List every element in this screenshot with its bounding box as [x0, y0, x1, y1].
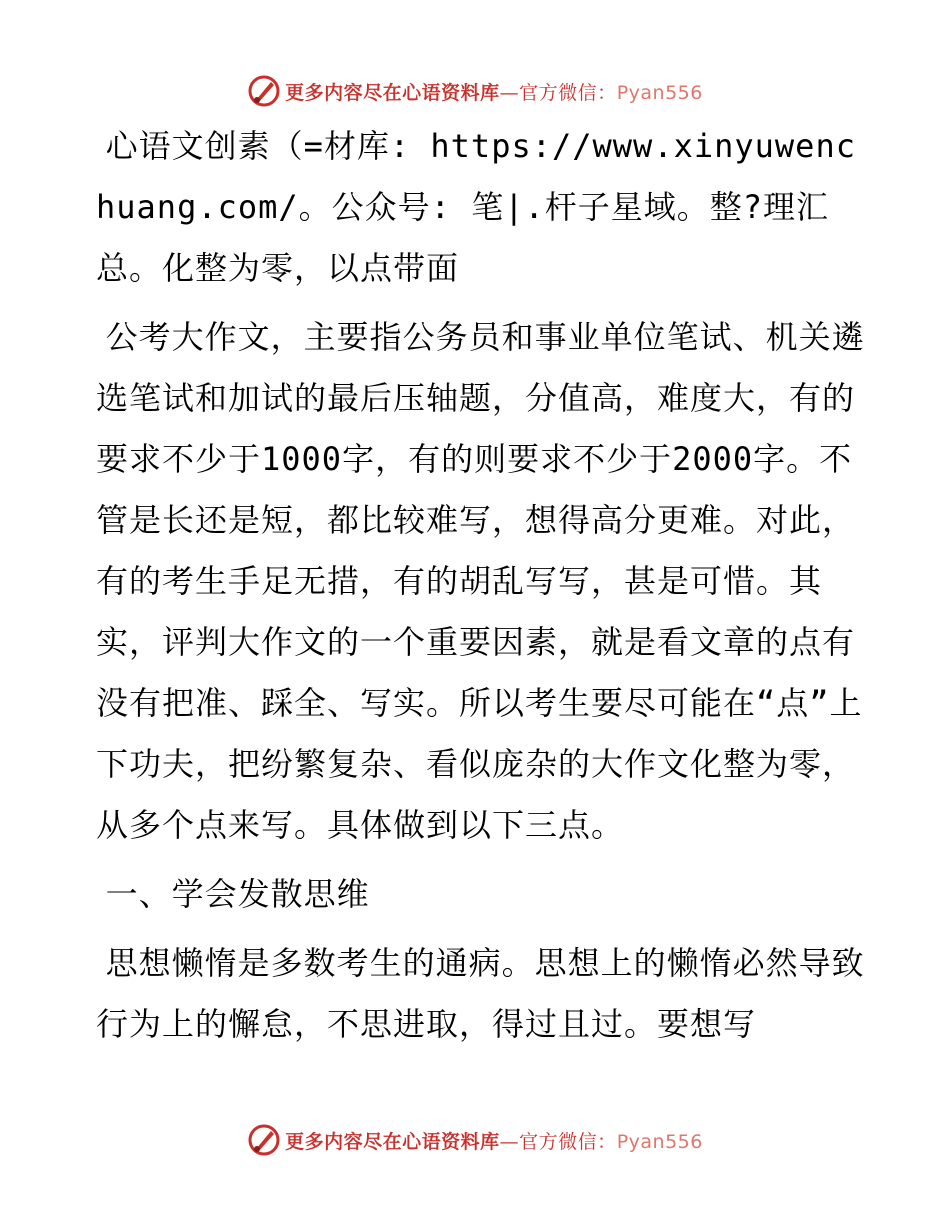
footer-banner-main: 更多内容尽在心语资料库: [285, 1130, 500, 1153]
footer-banner-wechat-id: Pyan556: [616, 1130, 703, 1153]
footer-banner: [0, 1120, 950, 1160]
paragraph-intro: 公考大作文，主要指公务员和事业单位笔试、机关遴选笔试和加试的最后压轴题，分值高，难度大，有的要求不少于1000字，有的则要求不少于2000字。不管是长还是短，都比较难写，想得高分更难。对此，有的考生手足无措，有的胡乱写写，甚是可惜。其实，评判大作文的一个重要因素，就是看文章的点有没有把准、踩全、写实。所以考生要尽可能在“点”上下功夫，把纷繁复杂、看似庞杂的大作文化整为零，从多个点来写。具体做到以下三点。: [96, 318, 865, 844]
header-banner-main: 更多内容尽在心语资料库: [285, 81, 500, 104]
header-banner-sub: 官方微信：: [519, 81, 617, 104]
footer-banner-dash: —: [499, 1130, 520, 1153]
document-body: [96, 116, 866, 1055]
header-banner: [0, 71, 950, 111]
section-heading: 一、学会发散思维: [105, 875, 370, 913]
header-banner-dash: —: [499, 81, 520, 104]
footer-banner-sub: 官方微信：: [519, 1130, 617, 1153]
brush-logo-icon: [247, 74, 281, 108]
header-banner-text: [285, 78, 703, 105]
paragraph-source-notice: 心语文创素（=材库: https://www.xinyuwenchuang.com/。公众号: 笔|.杆子星域。整?理汇总。化整为零，以点带面: [96, 127, 856, 287]
paragraph-section-body: 思想懒惰是多数考生的通病。思想上的懒惰必然导致行为上的懈怠，不思进取，得过且过。要想写: [96, 944, 865, 1043]
header-banner-wechat-id: Pyan556: [616, 81, 703, 104]
brush-logo-icon: [247, 1123, 281, 1157]
footer-banner-text: [285, 1127, 703, 1154]
